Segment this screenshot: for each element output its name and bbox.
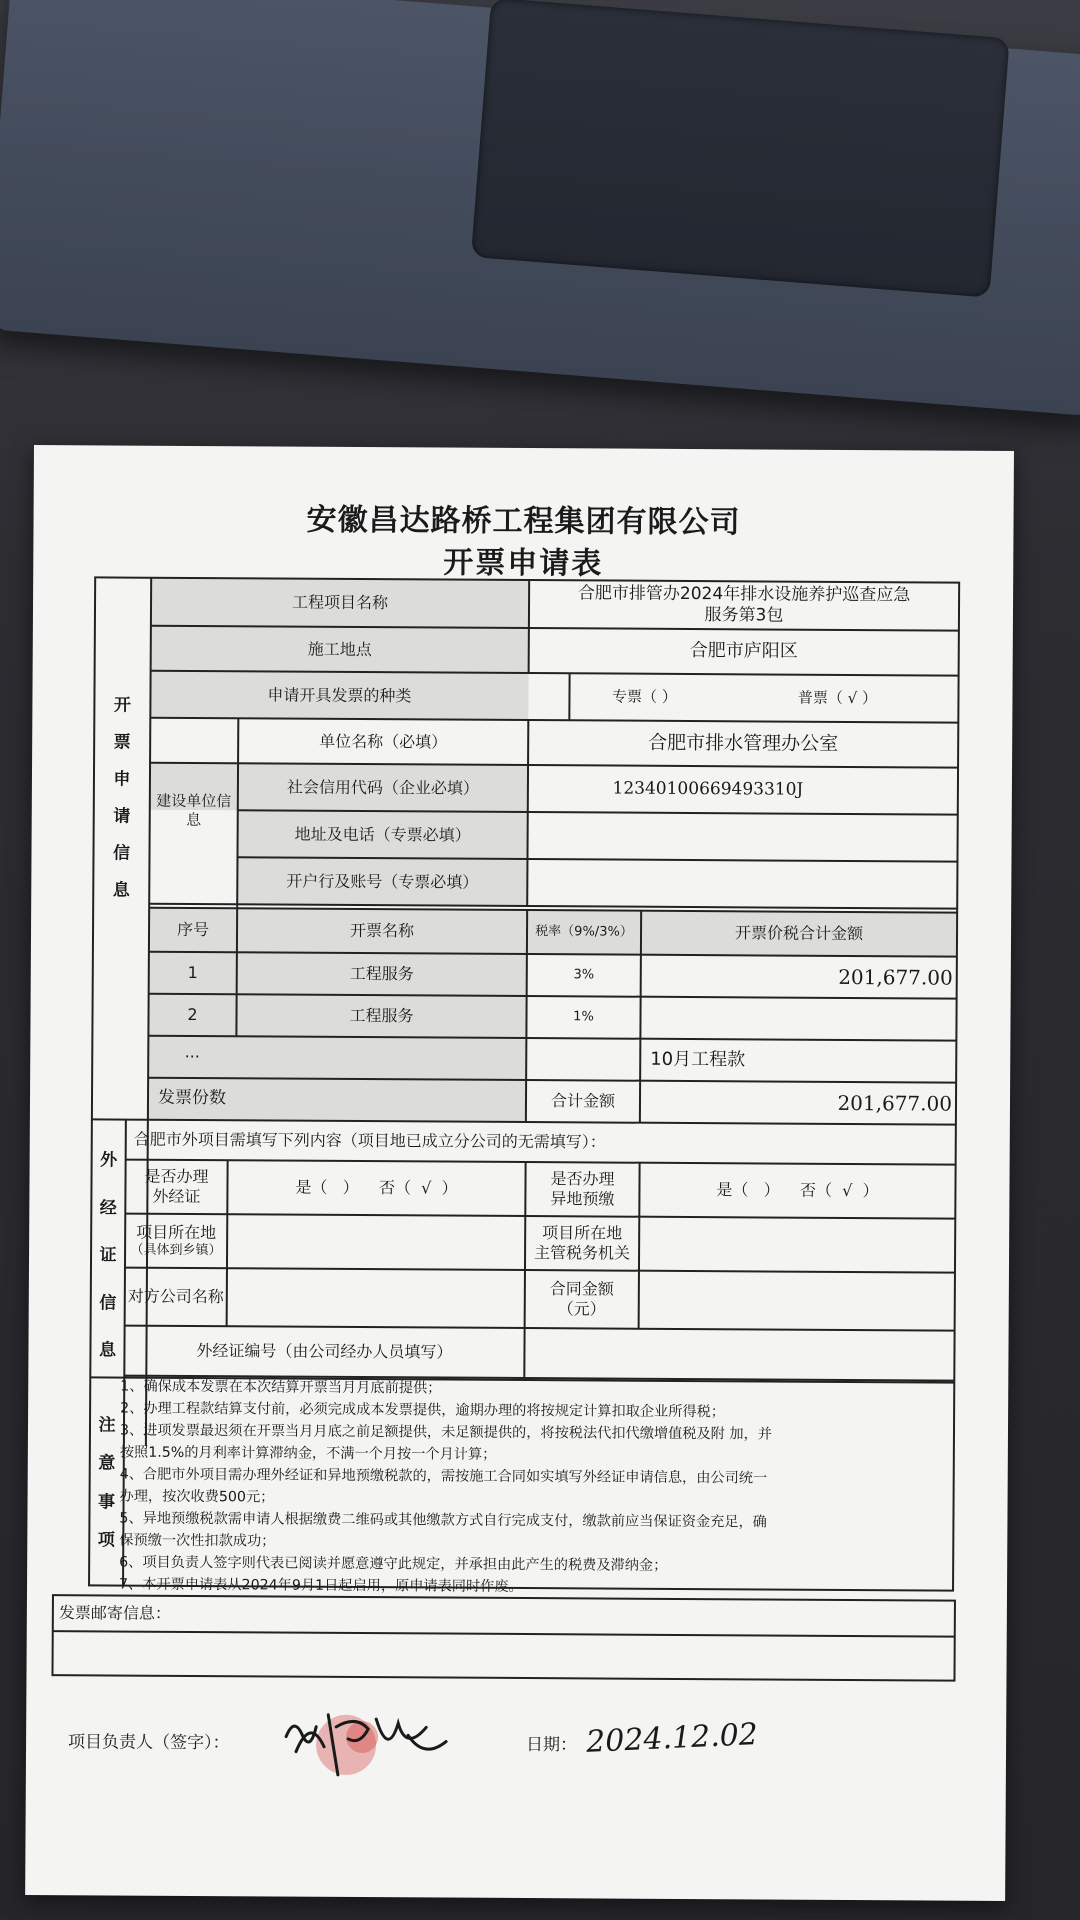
note-line: 按照1.5%的月利率计算滞纳金，不满一个月按一个月计算；	[119, 1444, 497, 1463]
cert-number-label: 外经证编号（由公司经办人员填写）	[196, 1341, 453, 1362]
tax-authority-label: 项目所在地 主管税务机关	[534, 1223, 631, 1263]
section-external-cert-title: 外 经 证 信 息	[98, 1150, 118, 1361]
note-line: 5、异地预缴税款需申请人根据缴费二维码或其他缴款方式自行完成支付，缴款前应当保证资金充足，确	[119, 1510, 767, 1531]
external-cert-intro: 合肥市外项目需填写下列内容（项目地已成立分公司的无需填写）：	[133, 1129, 606, 1152]
q-prepay-answer: 是（ ） 否（ √ ）	[716, 1180, 879, 1201]
credit-code-label: 社会信用代码（企业必填）	[286, 777, 479, 798]
total-label: 合计金额	[550, 1091, 616, 1111]
credit-code-value: 12340100669493310J	[612, 778, 804, 800]
section-notes-title: 注 意 事 项	[97, 1415, 116, 1551]
remark-value: 10月工程款	[650, 1048, 746, 1071]
note-line: 4、合肥市外项目需办理外经证和异地预缴税款的，需按施工合同如实填写外经证申请信息，由公司统一	[119, 1466, 768, 1487]
table-row-1-amount: 201,677.00	[838, 964, 953, 990]
date-label: 日期：	[526, 1735, 578, 1756]
table-row-2-name: 工程服务	[349, 1005, 414, 1026]
special-invoice-option: 专票（ ）	[612, 687, 677, 707]
col-no-header: 序号	[176, 919, 210, 940]
company-name: 安徽昌达路桥工程集团有限公司	[306, 502, 741, 541]
unit-name-label: 单位名称（必填）	[319, 731, 448, 752]
col-name-header: 开票名称	[349, 920, 415, 941]
date-value: 2024.12.02	[585, 1716, 759, 1760]
col-rate-header: 税率（9%/3%）	[535, 923, 633, 940]
table-row-1-no: 1	[187, 962, 198, 983]
project-name-value: 合肥市排管办2024年排水设施养护巡查应急 服务第3包	[577, 583, 911, 626]
copies-label: 发票份数	[157, 1088, 227, 1109]
notes-list	[119, 1376, 956, 1601]
q-external-cert-label: 是否办理 外经证	[144, 1166, 209, 1207]
note-line: 3、进项发票最迟须在开票当月月底之前足额提供，未足额提供的，将按税法代扣代缴增值税及附 加，并	[119, 1422, 773, 1443]
mailing-info-label: 发票邮寄信息：	[58, 1603, 171, 1623]
project-location-label: 项目所在地 （具体到乡镇）	[130, 1222, 222, 1259]
location-label: 施工地点	[307, 639, 372, 659]
project-name-label: 工程项目名称	[291, 592, 389, 613]
note-line: 2、办理工程款结算支付前，必须完成成本发票提供，逾期办理的将按规定计算扣取企业所得税；	[120, 1400, 726, 1421]
invoice-type-label: 申请开具发票的种类	[267, 684, 412, 705]
table-row-2-rate: 1%	[573, 1009, 594, 1025]
application-form-paper	[25, 445, 1014, 1901]
note-line: 保预缴一次性扣款成功；	[119, 1532, 276, 1550]
note-line: 6、项目负责人签字则代表已阅读并愿意遵守此规定，并承担由此产生的税费及滞纳金；	[119, 1554, 668, 1574]
laptop-background	[0, 0, 1080, 417]
note-line: 办理，按次收费500元；	[119, 1488, 275, 1506]
note-line: 1、确保成本发票在本次结算开票当月月底前提供；	[120, 1378, 442, 1397]
table-row-ellipsis: ···	[184, 1046, 200, 1067]
contract-amount-label: 合同金额 （元）	[549, 1279, 614, 1319]
q-external-cert-answer: 是（ ） 否（ √ ）	[295, 1177, 458, 1198]
form-title: 开票申请表	[443, 545, 604, 582]
bank-label: 开户行及账号（专票必填）	[286, 871, 479, 892]
laptop-touchpad	[471, 0, 1010, 298]
signature-with-stamp	[276, 1697, 477, 1798]
col-amount-header: 开票价税合计金额	[734, 923, 864, 944]
counterparty-label: 对方公司名称	[127, 1286, 224, 1307]
unit-name-value: 合肥市排水管理办公室	[648, 731, 839, 755]
q-prepay-label: 是否办理 异地预缴	[550, 1169, 615, 1209]
location-value: 合肥市庐阳区	[689, 640, 798, 662]
address-label: 地址及电话（专票必填）	[294, 824, 471, 845]
table-row-1-rate: 3%	[573, 967, 595, 983]
note-line: 7、本开票申请表从2024年9月1日起启用，原申请表同时作废。	[118, 1576, 523, 1596]
builder-info-label: 建设单位信息	[156, 792, 232, 830]
normal-invoice-option: 普票（ √ ）	[797, 688, 878, 708]
total-value: 201,677.00	[837, 1090, 953, 1116]
table-row-1-name: 工程服务	[349, 963, 414, 984]
table-row-2-no: 2	[187, 1004, 198, 1025]
signer-label: 项目负责人（签字）：	[68, 1732, 230, 1754]
section-invoice-info-title: 开 票 申 请 信 息	[112, 695, 131, 901]
